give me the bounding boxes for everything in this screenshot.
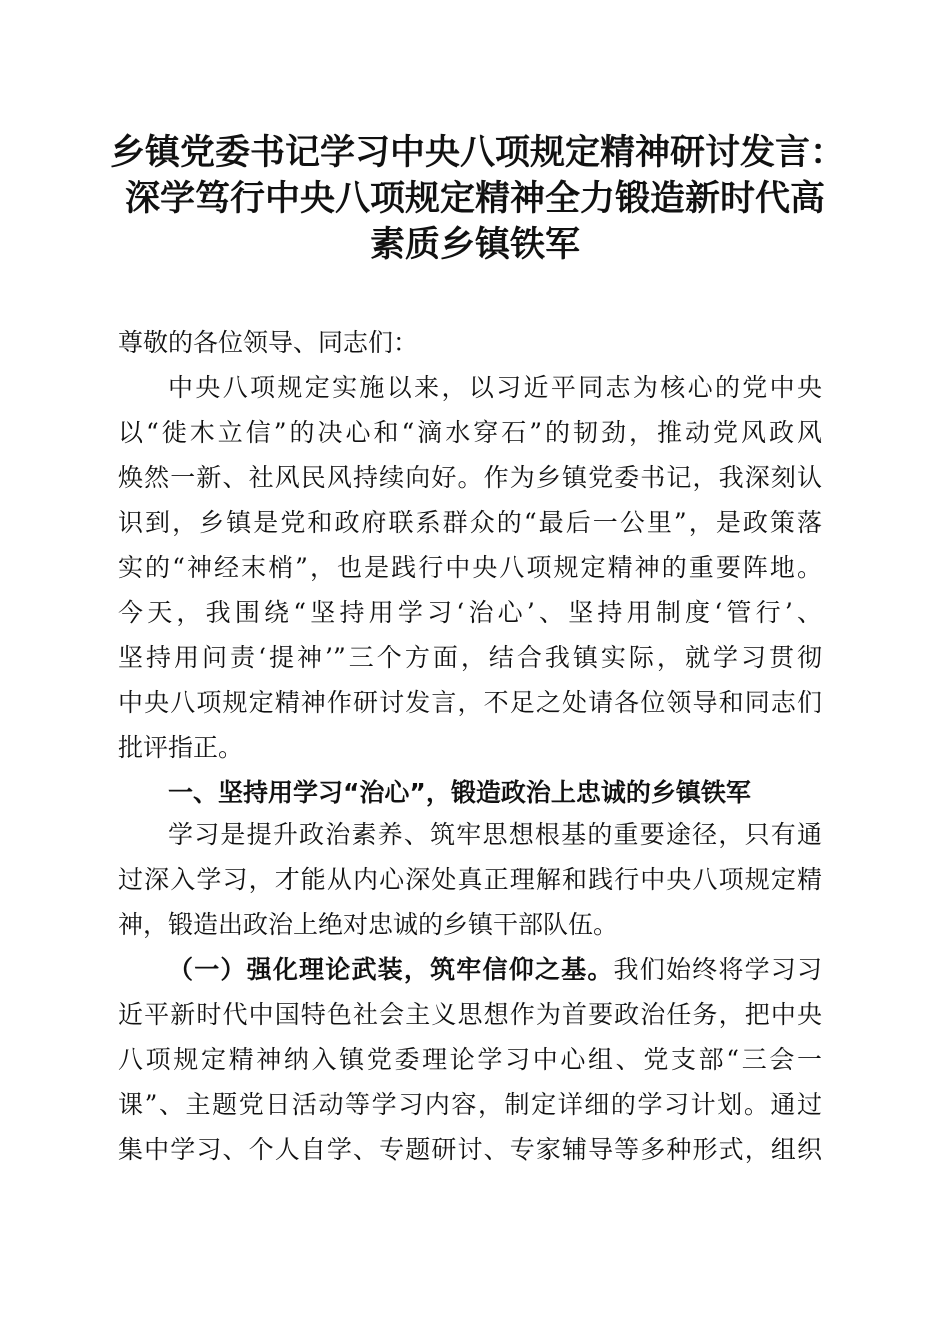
text-line: 识到，乡镇是党和政府联系群众的“最后一公里”，是政策落 — [118, 508, 822, 537]
text-line: 近平新时代中国特色社会主义思想作为首要政治任务，把中央 — [118, 1000, 822, 1029]
subsection-paragraph — [118, 947, 822, 1172]
subsection-heading: （一）强化理论武装，筑牢信仰之基。 — [168, 955, 614, 984]
text-line: 坚持用问责‘提神’”三个方面，结合我镇实际，就学习贯彻 — [118, 643, 822, 672]
text-line: 批评指正。 — [118, 733, 244, 762]
text-line: 中央八项规定精神作研讨发言，不足之处请各位领导和同志们 — [118, 688, 822, 717]
text-line: 焕然一新、社风民风持续向好。作为乡镇党委书记，我深刻认 — [118, 463, 822, 492]
document-title — [110, 130, 846, 268]
text-line: 以“徙木立信”的决心和“滴水穿石”的韧劲，推动党风政风 — [118, 418, 822, 447]
title-line: 深学笃行中央八项规定精神全力锻造新时代高 — [124, 178, 825, 219]
text-line: 实的“神经末梢”，也是践行中央八项规定精神的重要阵地。 — [118, 553, 822, 582]
text-line: 中央八项规定实施以来，以习近平同志为核心的党中央 — [168, 373, 822, 402]
section-lead-paragraph — [118, 812, 822, 947]
section-heading: 一、坚持用学习“治心”，锻造政治上忠诚的乡镇铁军 — [168, 778, 751, 807]
title-line: 乡镇党委书记学习中央八项规定精神研讨发言： — [110, 132, 846, 173]
text-line: 课”、主题党日活动等学习内容，制定详细的学习计划。通过 — [118, 1090, 822, 1119]
text-line: 八项规定精神纳入镇党委理论学习中心组、党支部“三会一 — [118, 1045, 822, 1074]
text-span: 我们始终将学习习 — [613, 955, 822, 984]
document-body — [118, 320, 822, 1172]
text-line: 神，锻造出政治上绝对忠诚的乡镇干部队伍。 — [118, 910, 619, 939]
text-line: 过深入学习，才能从内心深处真正理解和践行中央八项规定精 — [118, 865, 822, 894]
text-line: 集中学习、个人自学、专题研讨、专家辅导等多种形式，组织 — [118, 1135, 822, 1164]
title-line: 素质乡镇铁军 — [369, 224, 580, 265]
text-line — [118, 947, 822, 992]
text-line: 今天，我围绕“坚持用学习‘治心’、坚持用制度‘管行’、 — [118, 598, 822, 627]
text-line: 学习是提升政治素养、筑牢思想根基的重要途径，只有通 — [168, 820, 822, 849]
intro-paragraph — [118, 365, 822, 770]
salutation: 尊敬的各位领导、同志们： — [118, 328, 419, 357]
